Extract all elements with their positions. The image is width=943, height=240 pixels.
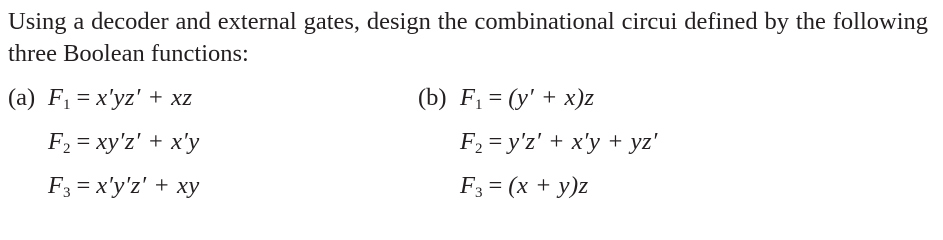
equation xyxy=(48,170,200,202)
problem-statement: Using a decoder and external gates, design the combinational circui defined by the following three Boolean functions: xyxy=(8,8,928,67)
equals-sign: = xyxy=(488,128,503,155)
equation xyxy=(460,126,658,158)
expression: x′y′z′ + xy xyxy=(96,172,200,199)
equation xyxy=(48,82,193,114)
function-name: $F_2$ xyxy=(48,128,71,157)
equals-sign: = xyxy=(488,172,503,199)
part-label: (b) xyxy=(418,84,447,111)
part-label: (a) xyxy=(8,84,36,111)
equals-sign: = xyxy=(76,84,91,111)
equals-sign: = xyxy=(76,172,91,199)
function-name: $F_3$ xyxy=(48,172,71,201)
expression: (x + y)z xyxy=(508,172,589,199)
equation xyxy=(460,170,589,202)
equation xyxy=(48,126,200,158)
function-name: $F_1$ xyxy=(48,84,71,113)
expression: y′z′ + x′y + yz′ xyxy=(508,128,658,155)
expression: (y′ + x)z xyxy=(508,84,595,111)
function-name: $F_3$ xyxy=(460,172,483,201)
function-name: $F_1$ xyxy=(460,84,483,113)
expression: xy′z′ + x′y xyxy=(96,128,200,155)
function-name: $F_2$ xyxy=(460,128,483,157)
equation xyxy=(460,82,595,114)
expression: x′yz′ + xz xyxy=(96,84,193,111)
equals-sign: = xyxy=(488,84,503,111)
equals-sign: = xyxy=(76,128,91,155)
